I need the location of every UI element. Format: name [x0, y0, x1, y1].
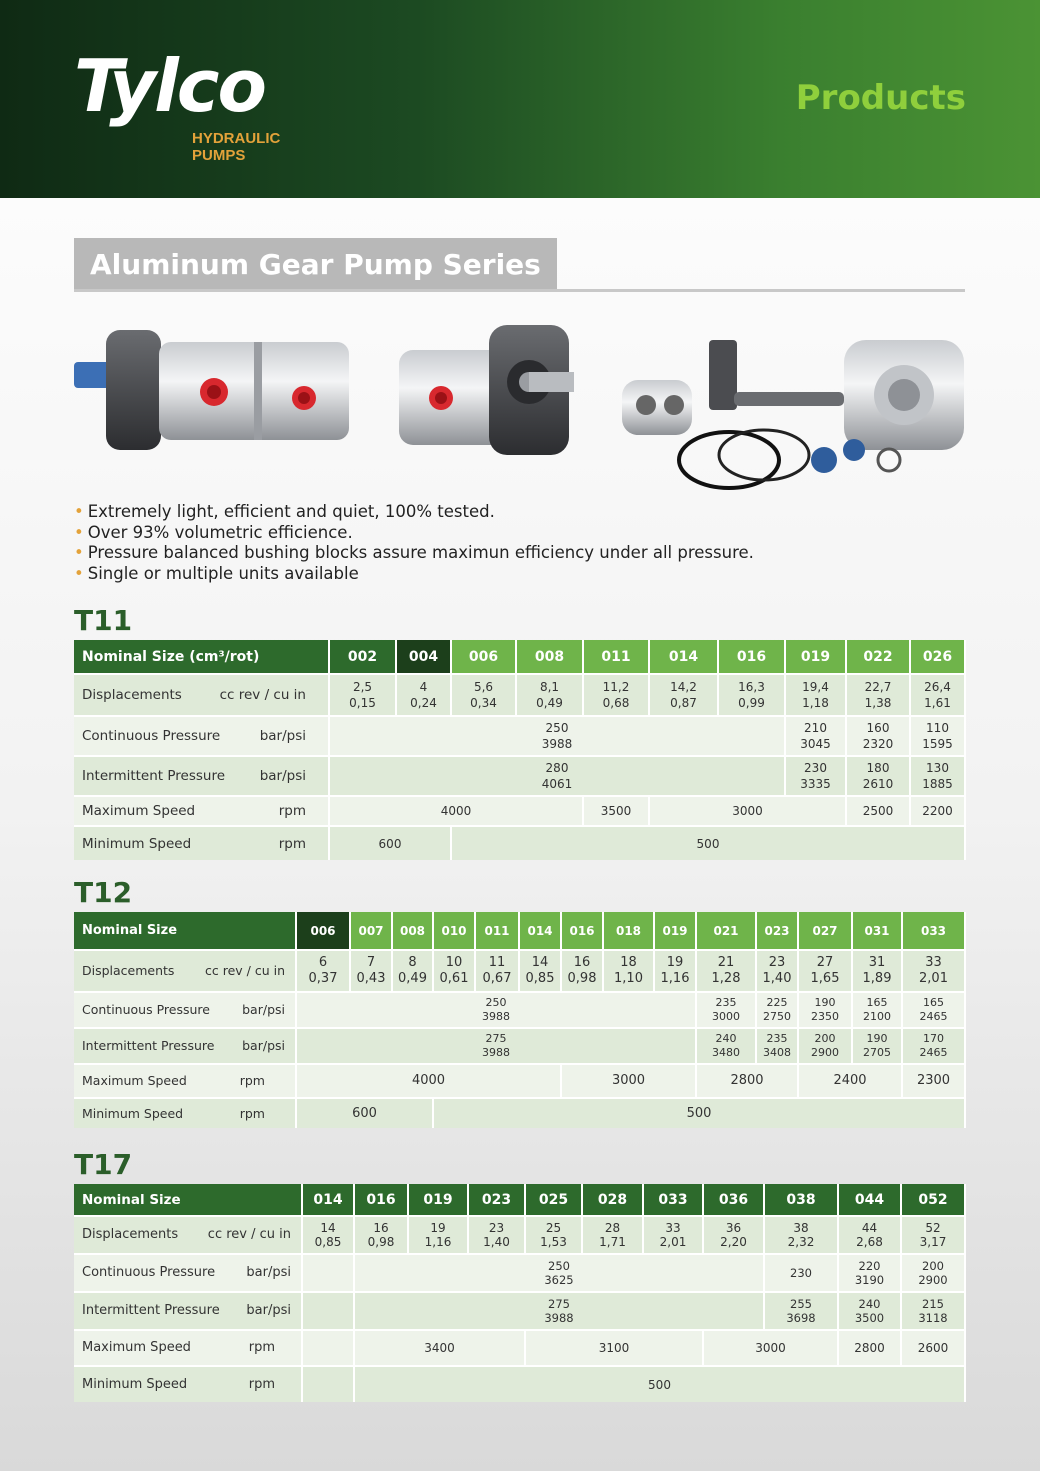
t12-size-col: 011 — [475, 912, 519, 950]
t12-size-col: 021 — [696, 912, 756, 950]
t11-displacement-row: Displacements cc rev / cu in 2,5 0,15 4 0,24 5,6 0,34 8,1 0,49 11,2 0,68 14,2 0,87 16,3 0,99 19,4 1,18 22,7 1,38 26,4 1,61 — [74, 674, 965, 716]
feature-item: • Single or multiple units available — [74, 563, 359, 583]
t17-series-label: T17 — [74, 1148, 133, 1181]
t17-continuous-pressure-row: Continuous Pressure bar/psi 250 3625 230 220 3190 200 2900 — [74, 1254, 965, 1292]
t11-size-col: 016 — [718, 640, 785, 674]
t17-size-col: 016 — [354, 1184, 408, 1216]
t12-size-col: 010 — [433, 912, 475, 950]
t11-min-speed-row: Minimum Speed rpm 600 500 — [74, 826, 965, 860]
t12-size-col: 023 — [756, 912, 798, 950]
t12-displacement-row: Displacements cc rev / cu in 6 0,37 7 0,43 8 0,49 10 0,61 11 0,67 14 0,85 16 0,98 18 1,10 19 1,16 21 1,28 23 1,40 27 1,65 31 1,89 33 2,01 — [74, 950, 965, 992]
t11-size-col: 008 — [516, 640, 583, 674]
t17-intermittent-pressure-row: Intermittent Pressure bar/psi 275 3988 255 3698 240 3500 215 3118 — [74, 1292, 965, 1330]
t11-size-col: 002 — [329, 640, 396, 674]
t17-size-col: 019 — [408, 1184, 468, 1216]
t17-size-col: 025 — [525, 1184, 582, 1216]
t17-size-col: 033 — [643, 1184, 703, 1216]
section-title: Aluminum Gear Pump Series — [74, 238, 557, 292]
feature-item: • Extremely light, efficient and quiet, 100% tested. — [74, 502, 495, 521]
t17-size-col: 014 — [302, 1184, 354, 1216]
t12-size-col: 033 — [902, 912, 965, 950]
single-pump-image — [399, 325, 574, 455]
t17-size-col: 023 — [468, 1184, 525, 1216]
t12-size-col: 006 — [296, 912, 350, 950]
page-title: Products — [795, 78, 966, 118]
t12-size-col: 027 — [798, 912, 852, 950]
t12-size-col: 018 — [603, 912, 654, 950]
double-pump-image — [74, 330, 349, 450]
t17-size-col: 028 — [582, 1184, 643, 1216]
t11-continuous-pressure-row: Continuous Pressure bar/psi 250 3988 210 3045 160 2320 110 1595 — [74, 716, 965, 756]
t17-size-col: 044 — [838, 1184, 901, 1216]
t12-intermittent-pressure-row: Intermittent Pressure bar/psi 275 3988 240 3480 235 3408 200 2900 190 2705 170 2465 — [74, 1028, 965, 1064]
t17-max-speed-row: Maximum Speed rpm 3400 3100 3000 2800 2600 — [74, 1330, 965, 1366]
feature-list — [74, 502, 965, 584]
t17-size-col: 052 — [901, 1184, 965, 1216]
t17-min-speed-row: Minimum Speed rpm 500 — [74, 1366, 965, 1402]
t12-series-label: T12 — [74, 876, 133, 909]
t12-header-label: Nominal Size — [74, 912, 296, 950]
t12-continuous-pressure-row: Continuous Pressure bar/psi 250 3988 235 3000 225 2750 190 2350 165 2100 165 2465 — [74, 992, 965, 1028]
t12-max-speed-row: Maximum Speed rpm 4000 3000 2800 2400 2300 — [74, 1064, 965, 1098]
logo-tagline: HYDRAULIC PUMPS — [192, 130, 281, 164]
t11-size-col: 011 — [583, 640, 649, 674]
tylco-logo — [74, 44, 334, 164]
t11-header-label: Nominal Size (cm³/rot) — [74, 640, 329, 674]
section-divider — [74, 289, 965, 292]
t11-spec-table — [74, 640, 966, 860]
t12-size-col: 031 — [852, 912, 902, 950]
t17-size-col: 038 — [764, 1184, 838, 1216]
t12-size-col: 008 — [392, 912, 433, 950]
t12-spec-table — [74, 912, 966, 1128]
t11-size-col: 014 — [649, 640, 718, 674]
t11-size-col: 022 — [846, 640, 910, 674]
product-photos — [74, 310, 965, 500]
t12-min-speed-row: Minimum Speed rpm 600 500 — [74, 1098, 965, 1128]
t12-size-col: 016 — [561, 912, 603, 950]
feature-item: • Over 93% volumetric efficience. — [74, 522, 353, 542]
page-header — [0, 0, 1040, 198]
pump-parts-image — [622, 340, 964, 488]
t11-size-col: 006 — [451, 640, 516, 674]
t17-displacement-row: Displacements cc rev / cu in 14 0,85 16 0,98 19 1,16 23 1,40 25 1,53 28 1,71 33 2,01 36 2,20 38 2,32 44 2,68 52 3,17 — [74, 1216, 965, 1254]
t11-max-speed-row: Maximum Speed rpm 4000 3500 3000 2500 2200 — [74, 796, 965, 826]
t17-header-label: Nominal Size — [74, 1184, 302, 1216]
t11-size-col: 026 — [910, 640, 965, 674]
t12-size-col: 019 — [654, 912, 696, 950]
t17-spec-table — [74, 1184, 966, 1402]
t12-size-col: 014 — [519, 912, 561, 950]
t17-size-col: 036 — [703, 1184, 764, 1216]
feature-item: • Pressure balanced bushing blocks assure maximun efficiency under all pressure. — [74, 543, 754, 562]
t11-intermittent-pressure-row: Intermittent Pressure bar/psi 280 4061 230 3335 180 2610 130 1885 — [74, 756, 965, 796]
t11-size-col: 004 — [396, 640, 451, 674]
logo-wordmark: Tylco — [74, 44, 265, 128]
t11-size-col: 019 — [785, 640, 846, 674]
t11-series-label: T11 — [74, 604, 133, 637]
t12-size-col: 007 — [350, 912, 392, 950]
